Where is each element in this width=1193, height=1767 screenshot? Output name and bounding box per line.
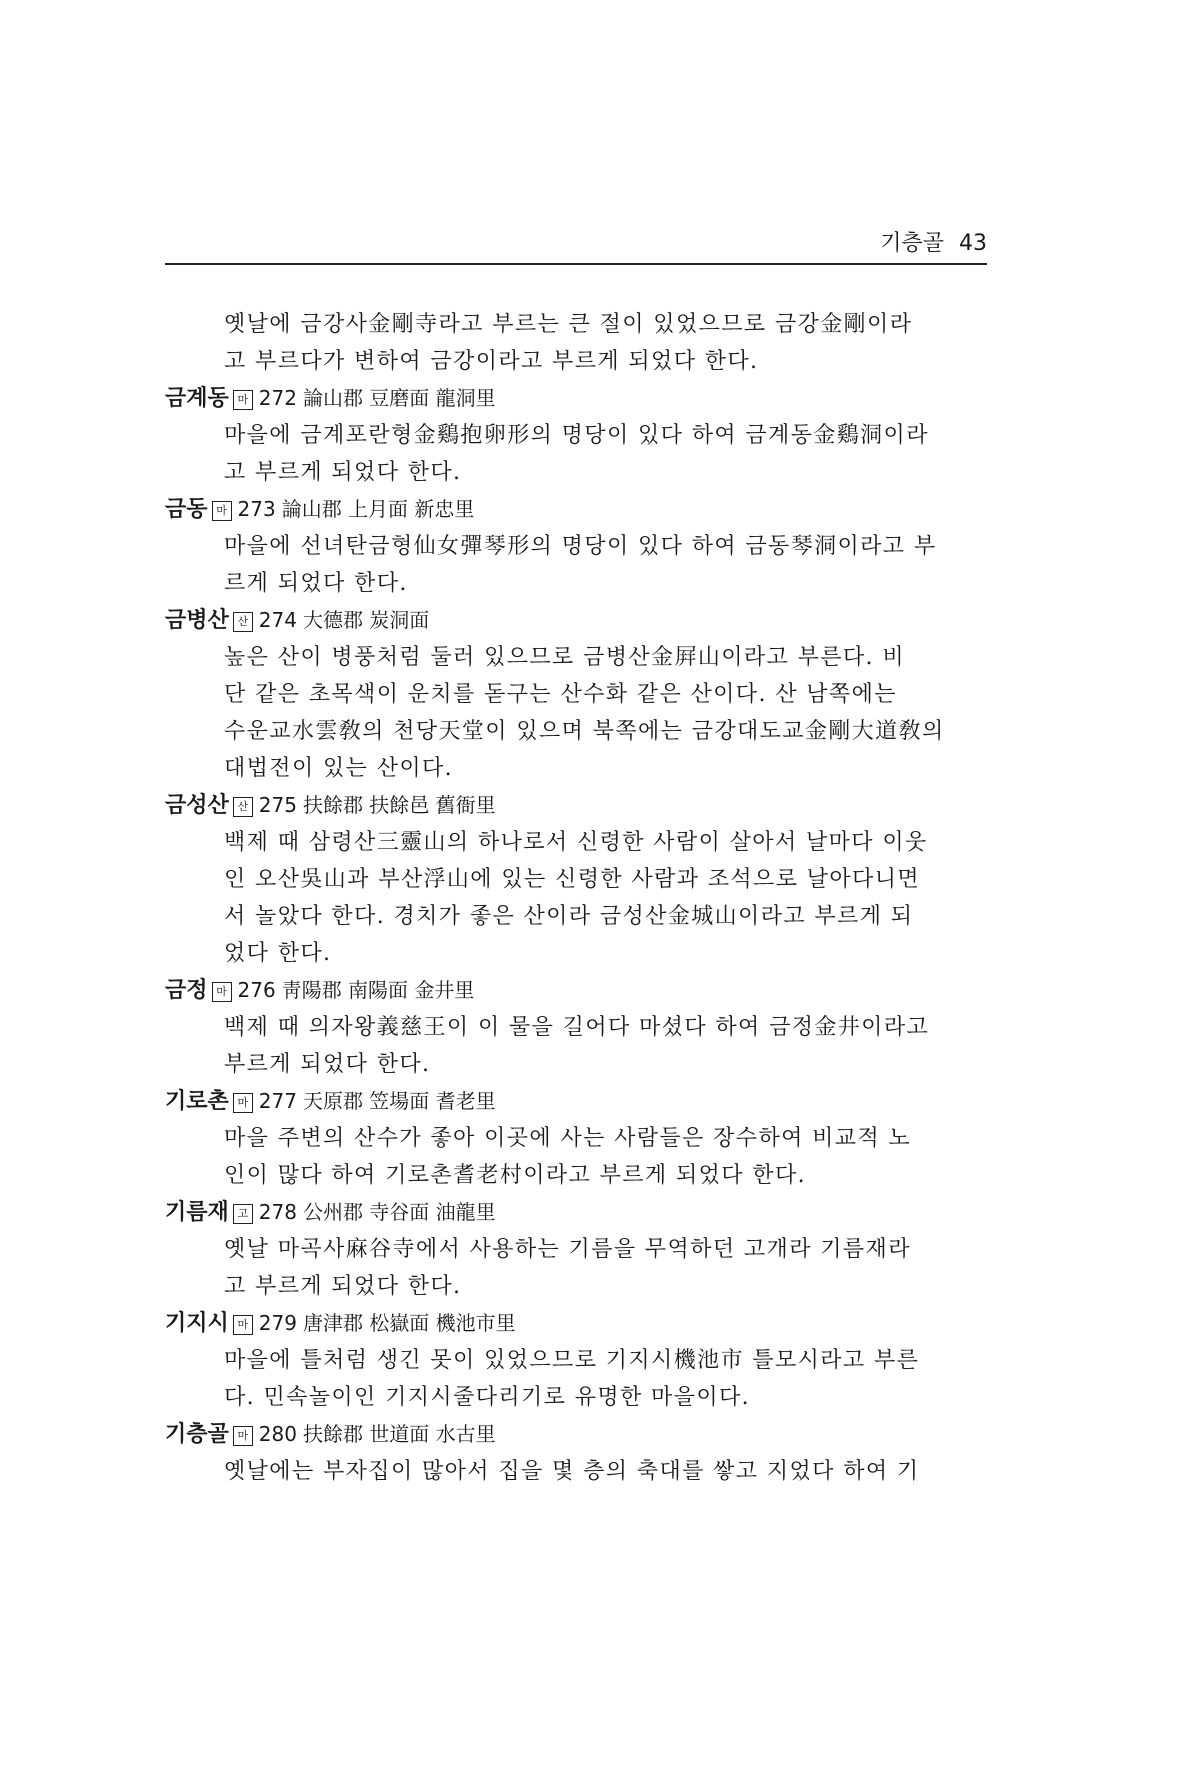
entry-location: 大德郡 炭洞面 xyxy=(302,608,430,632)
entry-text-line: 단 같은 초목색이 운치를 돋구는 산수화 같은 산이다. 산 남쪽에는 xyxy=(224,682,897,707)
entry-number: 278 xyxy=(258,1200,297,1224)
entry-location: 論山郡 豆磨面 龍洞里 xyxy=(302,386,496,410)
entry-location: 天原郡 笠場面 耆老里 xyxy=(302,1089,496,1113)
entry-term: 기층골 xyxy=(165,1422,229,1447)
entry-text-line: 인이 많다 하여 기로촌耆老村이라고 부르게 되었다 한다. xyxy=(224,1163,806,1188)
entry-term: 기름재 xyxy=(165,1200,229,1225)
entry-type-box: 마 xyxy=(233,1093,253,1113)
page-number: 43 xyxy=(959,231,987,256)
entry-text-line: 백제 때 삼령산三靈山의 하나로서 신령한 사람이 살아서 날마다 이웃 xyxy=(224,830,928,855)
entry-text-line: 높은 산이 병풍처럼 둘러 있으므로 금병산金屛山이라고 부른다. 비 xyxy=(224,645,905,670)
dictionary-entry xyxy=(165,1305,987,1416)
entry-text-line: 고 부르다가 변하여 금강이라고 부르게 되었다 한다. xyxy=(224,349,759,374)
dictionary-entry xyxy=(165,602,987,787)
entry-term: 금동 xyxy=(165,497,208,522)
entry-type-box: 마 xyxy=(233,390,253,410)
dictionary-entry xyxy=(165,787,987,972)
entry-text-line: 었다 한다. xyxy=(224,941,332,966)
entry-text-line: 고 부르게 되었다 한다. xyxy=(224,1274,462,1299)
dictionary-entry xyxy=(165,1083,987,1194)
entry-heading xyxy=(165,787,987,824)
entry-term: 금성산 xyxy=(165,793,229,818)
entry-text-line: 르게 되었다 한다. xyxy=(224,571,408,596)
running-header xyxy=(165,226,987,265)
entry-text-line: 대법전이 있는 산이다. xyxy=(224,756,454,781)
entry-text-line: 옛날에 금강사金剛寺라고 부르는 큰 절이 있었으므로 금강金剛이라 xyxy=(224,312,913,337)
entry-text-line: 옛날에는 부자집이 많아서 집을 몇 층의 축대를 쌓고 지었다 하여 기 xyxy=(224,1459,920,1484)
entry-location: 論山郡 上月面 新忠里 xyxy=(281,497,475,521)
entry-heading xyxy=(165,1305,987,1342)
entry-heading xyxy=(165,602,987,639)
entry-type-box: 마 xyxy=(212,501,232,521)
entry-type-box: 산 xyxy=(233,612,253,632)
entry-text-line: 인 오산吳山과 부산浮山에 있는 신령한 사람과 조석으로 날아다니면 xyxy=(224,867,921,892)
entry-location: 唐津郡 松嶽面 機池市里 xyxy=(302,1311,516,1335)
dictionary-entry xyxy=(165,380,987,491)
entry-text-line: 마을에 틀처럼 생긴 못이 있었으므로 기지시機池市 틀모시라고 부른 xyxy=(224,1348,920,1373)
entry-term: 금병산 xyxy=(165,608,229,633)
dictionary-content xyxy=(165,306,987,1490)
entry-text-line: 마을에 선녀탄금형仙女彈琴形의 명당이 있다 하여 금동琴洞이라고 부 xyxy=(224,534,937,559)
entry-number: 280 xyxy=(258,1422,297,1446)
entry-heading xyxy=(165,380,987,417)
entry-number: 273 xyxy=(237,497,276,521)
entry-text-line: 부르게 되었다 한다. xyxy=(224,1052,431,1077)
entry-text-line: 다. 민속놀이인 기지시줄다리기로 유명한 마을이다. xyxy=(224,1385,751,1410)
dictionary-entry xyxy=(165,306,987,380)
entry-term: 기로촌 xyxy=(165,1089,229,1114)
header-title: 기층골 xyxy=(880,231,944,256)
entry-heading xyxy=(165,491,987,528)
entry-heading xyxy=(165,972,987,1009)
entry-type-box: 마 xyxy=(233,1426,253,1446)
entry-term: 금정 xyxy=(165,978,208,1003)
entry-location: 靑陽郡 南陽面 金井里 xyxy=(281,978,475,1002)
entry-heading xyxy=(165,1194,987,1231)
entry-text-line: 백제 때 의자왕義慈王이 이 물을 길어다 마셨다 하여 금정金井이라고 xyxy=(224,1015,930,1040)
dictionary-entry xyxy=(165,491,987,602)
entry-number: 276 xyxy=(237,978,276,1002)
entry-text-line: 고 부르게 되었다 한다. xyxy=(224,460,462,485)
entry-number: 272 xyxy=(258,386,297,410)
entry-term: 기지시 xyxy=(165,1311,229,1336)
entry-number: 274 xyxy=(258,608,297,632)
dictionary-entry xyxy=(165,972,987,1083)
entry-type-box: 산 xyxy=(233,797,253,817)
entry-number: 279 xyxy=(258,1311,297,1335)
entry-text-line: 마을에 금계포란형金鷄抱卵形의 명당이 있다 하여 금계동金鷄洞이라 xyxy=(224,423,929,448)
entry-number: 275 xyxy=(258,793,297,817)
entry-heading xyxy=(165,1416,987,1453)
entry-text-line: 서 놀았다 한다. 경치가 좋은 산이라 금성산金城山이라고 부르게 되 xyxy=(224,904,914,929)
entry-type-box: 고 xyxy=(233,1204,253,1224)
entry-text-line: 마을 주변의 산수가 좋아 이곳에 사는 사람들은 장수하여 비교적 노 xyxy=(224,1126,912,1151)
dictionary-entry xyxy=(165,1194,987,1305)
entry-term: 금계동 xyxy=(165,386,229,411)
entry-type-box: 마 xyxy=(212,982,232,1002)
entry-location: 扶餘郡 世道面 水古里 xyxy=(302,1422,496,1446)
entry-text-line: 수운교水雲敎의 천당天堂이 있으며 북쪽에는 금강대도교金剛大道敎의 xyxy=(224,719,945,744)
entry-location: 公州郡 寺谷面 油龍里 xyxy=(302,1200,496,1224)
entry-text-line: 옛날 마곡사麻谷寺에서 사용하는 기름을 무역하던 고개라 기름재라 xyxy=(224,1237,911,1262)
entry-heading xyxy=(165,1083,987,1120)
dictionary-entry xyxy=(165,1416,987,1490)
entry-type-box: 마 xyxy=(233,1315,253,1335)
entry-number: 277 xyxy=(258,1089,297,1113)
entry-location: 扶餘郡 扶餘邑 舊衙里 xyxy=(302,793,496,817)
